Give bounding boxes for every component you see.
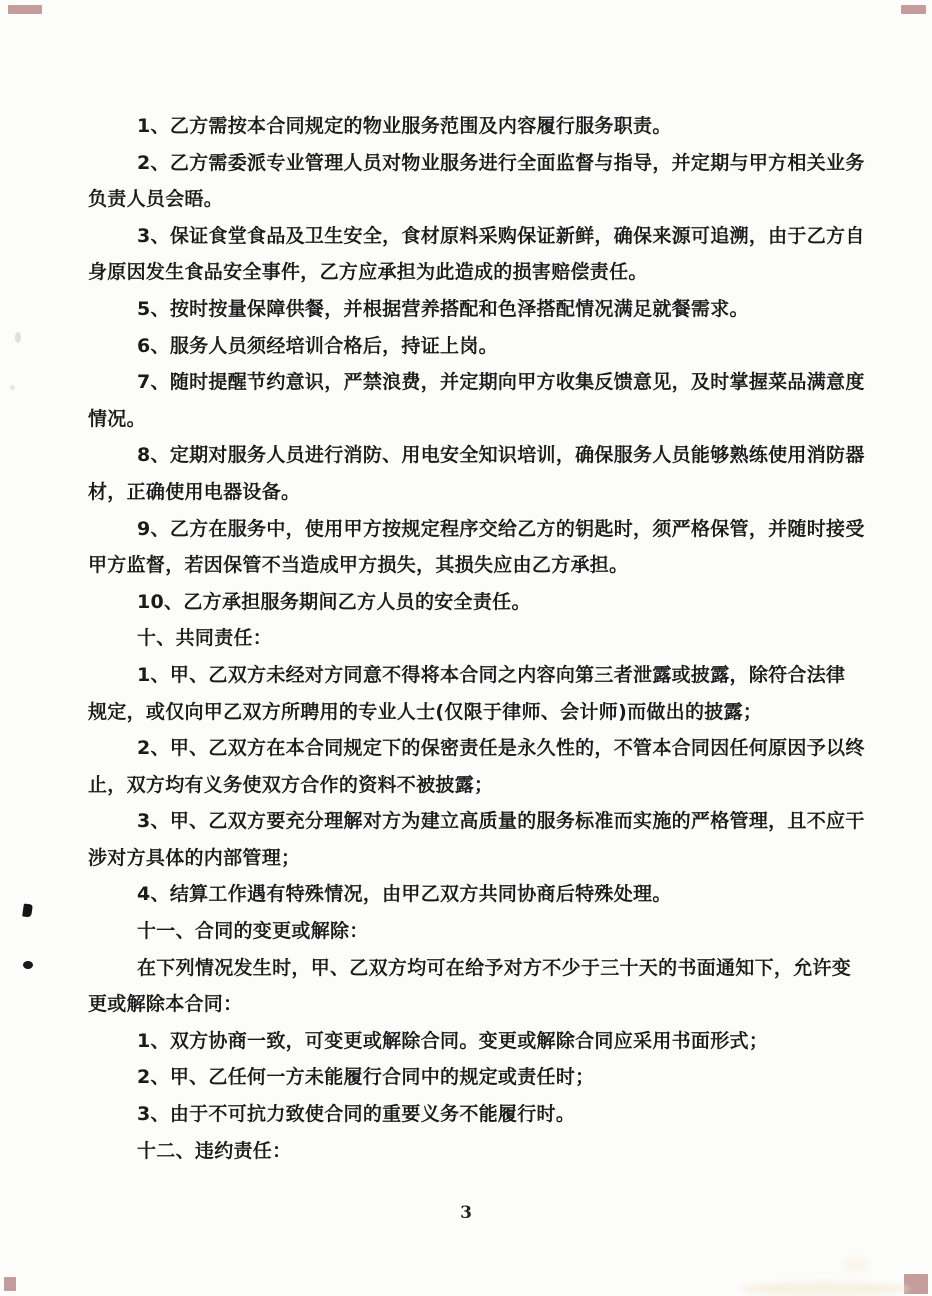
section-heading: 十、共同责任： (137, 627, 273, 650)
section-heading: 十二、违约责任： (137, 1139, 292, 1162)
text-line: 身原因发生食品安全事件，乙方应承担为此造成的损害赔偿责任。 (88, 261, 648, 284)
text-line: 2、甲、乙双方在本合同规定下的保密责任是永久性的，不管本合同因任何原因予以终 (137, 737, 865, 760)
text-line: 6、服务人员须经培训合格后，持证上岗。 (137, 334, 498, 357)
scan-corner-mark-bottom-right (904, 1274, 928, 1294)
ink-speck-faint (15, 332, 21, 343)
text-line: 4、结算工作遇有特殊情况，由甲乙双方共同协商后特殊处理。 (137, 883, 672, 906)
text-line: 3、由于不可抗力致使合同的重要义务不能履行时。 (137, 1103, 576, 1126)
text-line: 3、甲、乙双方要充分理解对方为建立高质量的服务标准而实施的严格管理，且不应干 (137, 810, 865, 833)
scan-corner-mark-top-left (8, 5, 42, 14)
page-number: 3 (460, 1203, 472, 1223)
text-line: 1、甲、乙双方未经对方同意不得将本合同之内容向第三者泄露或披露，除符合法律 (137, 663, 846, 686)
text-line: 涉对方具体的内部管理； (88, 846, 301, 869)
text-line: 2、乙方需委派专业管理人员对物业服务进行全面监督与指导，并定期与甲方相关业务 (137, 151, 865, 174)
scan-smudge (740, 1282, 910, 1296)
text-line: 规定，或仅向甲乙双方所聘用的专业人士(仅限于律师、会计师)而做出的披露； (88, 700, 763, 723)
text-line: 2、甲、乙任何一方未能履行合同中的规定或责任时； (137, 1066, 595, 1089)
text-line: 情况。 (88, 407, 146, 430)
ink-speck-faint (10, 385, 15, 390)
scan-corner-mark-top-right (901, 5, 926, 14)
ink-speck-comma (22, 903, 33, 917)
contract-text-block (88, 108, 865, 1169)
text-line: 1、乙方需按本合同规定的物业服务范围及内容履行服务职责。 (137, 115, 672, 137)
text-line: 在下列情况发生时，甲、乙双方均可在给予对方不少于三十天的书面通知下，允许变 (137, 956, 852, 979)
scan-corner-mark-bottom-left (4, 1277, 16, 1291)
text-line: 3、保证食堂食品及卫生安全，食材原料采购保证新鲜，确保来源可追溯，由于乙方自 (137, 224, 865, 247)
text-line: 9、乙方在服务中，使用甲方按规定程序交给乙方的钥匙时，须严格保管，并随时接受 (137, 517, 865, 540)
text-line: 甲方监督，若因保管不当造成甲方损失，其损失应由乙方承担。 (88, 554, 629, 577)
scan-smudge (842, 1256, 870, 1274)
text-line: 负责人员会晤。 (88, 188, 224, 211)
ink-speck-dot (23, 961, 33, 969)
text-line: 材，正确使用电器设备。 (88, 480, 301, 503)
text-line: 止，双方均有义务使双方合作的资料不被披露； (88, 773, 494, 796)
text-line: 7、随时提醒节约意识，严禁浪费，并定期向甲方收集反馈意见，及时掌握菜品满意度 (137, 371, 865, 394)
text-line: 8、定期对服务人员进行消防、用电安全知识培训，确保服务人员能够熟练使用消防器 (137, 444, 865, 467)
text-line: 1、双方协商一致，可变更或解除合同。变更或解除合同应采用书面形式； (137, 1029, 769, 1052)
text-line: 10、乙方承担服务期间乙方人员的安全责任。 (137, 590, 531, 613)
section-heading: 十一、合同的变更或解除： (137, 920, 369, 943)
text-line: 更或解除本合同： (88, 993, 243, 1016)
text-line: 5、按时按量保障供餐，并根据营养搭配和色泽搭配情况满足就餐需求。 (137, 297, 749, 320)
